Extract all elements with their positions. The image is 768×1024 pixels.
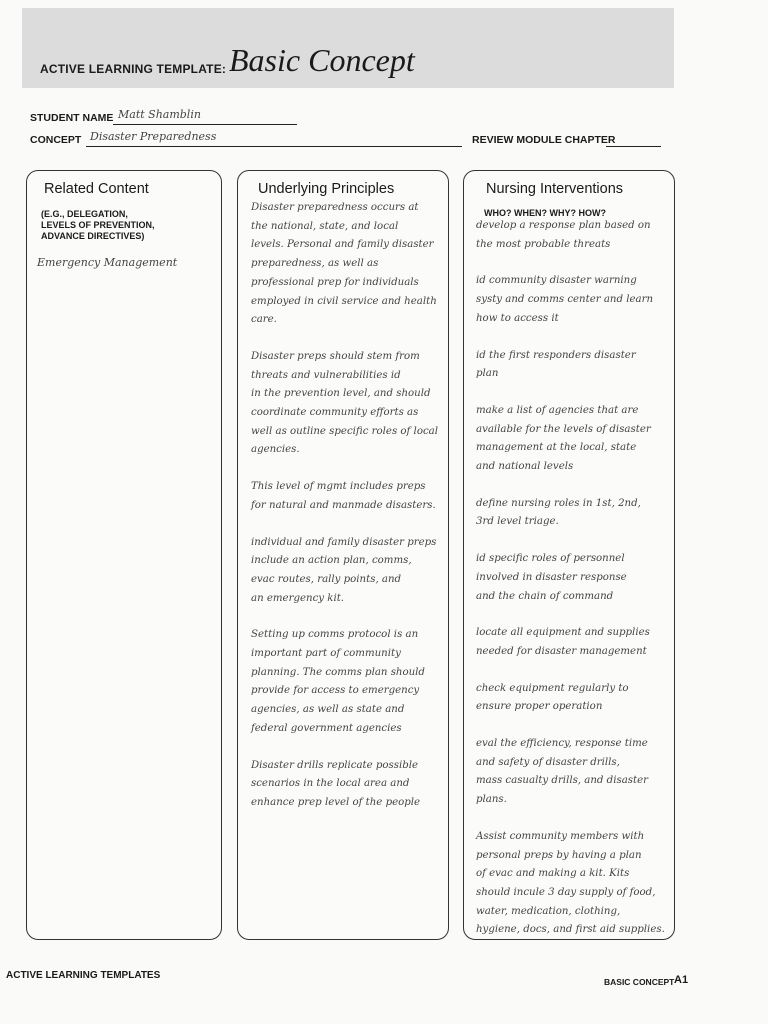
concept-value: Disaster Preparedness (90, 130, 217, 143)
principles-list (251, 199, 449, 813)
student-name-line[interactable] (113, 124, 297, 125)
review-module-line[interactable] (606, 146, 661, 147)
intervention-entry: make a list of agencies that are available for the levels of disaster management at the local, state and national levels (476, 404, 651, 473)
template-title: Basic Concept (229, 42, 415, 78)
concept-line[interactable] (86, 146, 462, 147)
intervention-entry: develop a response plan based on the most probable threats (476, 220, 651, 250)
intervention-entry: eval the efficiency, response time and safety of disaster drills, mass casualty drills, and disaster plans. (476, 738, 648, 806)
concept-label: CONCEPT (30, 134, 82, 146)
nursing-interventions-heading: Nursing Interventions (486, 181, 624, 197)
principle-entry: This level of mgmt includes preps for natural and manmade disasters. (251, 481, 436, 511)
principle-entry: Disaster preparedness occurs at the national, state, and local levels. Personal and family disaster preparedness, as well as professional prep for individuals employed in civil service and health care. (251, 202, 437, 326)
intervention-entry: check equipment regularly to ensure proper operation (476, 682, 629, 713)
nursing-interventions-subheading: WHO? WHEN? WHY? HOW? (484, 208, 606, 218)
underlying-principles-heading: Underlying Principles (258, 181, 395, 197)
review-module-label: REVIEW MODULE CHAPTER (472, 134, 616, 146)
related-content-heading: Related Content (44, 181, 149, 197)
nursing-interventions-box (463, 170, 675, 940)
footer-templates-label: ACTIVE LEARNING TEMPLATES (6, 970, 161, 981)
intervention-entry: Assist community members with personal preps by having a plan of evac and making a kit. Kits should incule 3 day supply of food, water, medication, clothing, hygiene, docs, and first aid supplies. (476, 830, 665, 936)
student-name-value: Matt Shamblin (118, 108, 201, 121)
interventions-list (476, 217, 674, 940)
intervention-entry: id the first responders disaster plan (476, 349, 636, 380)
student-name-label: STUDENT NAME (30, 112, 114, 124)
intervention-entry: define nursing roles in 1st, 2nd, 3rd level triage. (476, 497, 641, 528)
intervention-entry: id community disaster warning systy and comms center and learn how to access it (476, 275, 654, 324)
footer-basic-concept-label: BASIC CONCEPT (604, 977, 675, 987)
template-label: ACTIVE LEARNING TEMPLATE: (40, 62, 227, 76)
principle-entry: Disaster drills replicate possible scenarios in the local area and enhance prep level of the people (251, 759, 421, 808)
related-content-entry: Emergency Management (37, 256, 178, 269)
intervention-entry: locate all equipment and supplies needed for disaster management (476, 627, 650, 657)
principle-entry: Setting up comms protocol is an important part of community planning. The comms plan should provide for access to emergency agencies, as well as state and federal government agencies (251, 629, 425, 734)
intervention-entry: id specific roles of personnel involved in disaster response and the chain of command (476, 553, 627, 602)
underlying-principles-box (237, 170, 449, 940)
principle-entry: individual and family disaster preps include an action plan, comms, evac routes, rally points, and an emergency kit. (251, 536, 437, 604)
related-content-box (26, 170, 222, 940)
principle-entry: Disaster preps should stem from threats and vulnerabilities id in the prevention level, and should coordinate community efforts as well as outline specific roles of local agencies. (251, 350, 438, 456)
related-content-subheading: (E.G., DELEGATION, LEVELS OF PREVENTION, ADVANCE DIRECTIVES) (41, 209, 155, 241)
footer-page-code: A1 (674, 974, 689, 986)
